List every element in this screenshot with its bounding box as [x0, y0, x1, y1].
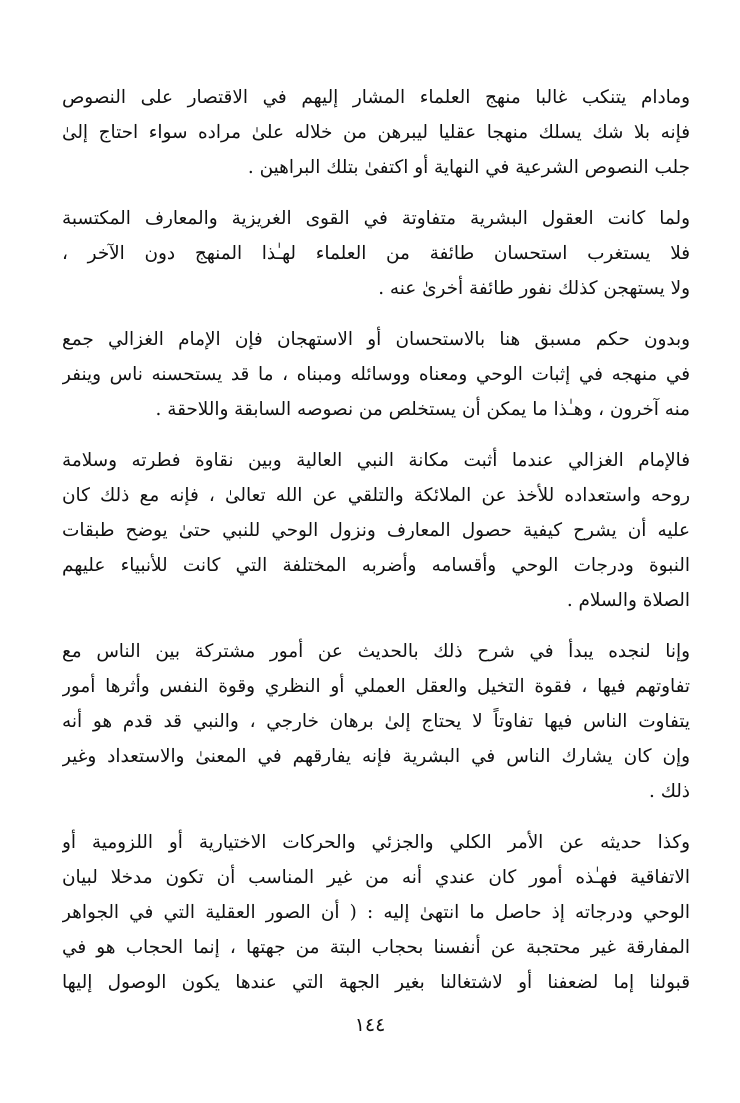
text-line: منه آخرون ، وهـٰذا ما يمكن أن يستخلص من نصوصه السابقة واللاحقة .: [155, 399, 690, 420]
text-line: ولما كانت العقول البشرية متفاوتة في القوى الغريزية والمعارف المكتسبة: [62, 208, 690, 229]
text-line: ولا يستهجن كذلك نفور طائفة أخرىٰ عنه .: [378, 278, 690, 299]
paragraph-2: [62, 201, 690, 306]
text-line: تفاوتهم فيها ، فقوة التخيل والعقل العملي أو النظري وقوة النفس وأثرها أمور: [62, 676, 690, 697]
text-line: فالإمام الغزالي عندما أثبت مكانة النبي العالية وبين نقاوة فطرته وسلامة: [62, 450, 690, 471]
paragraph-3: [62, 322, 690, 427]
text-line: جلب النصوص الشرعية في النهاية أو اكتفىٰ بتلك البراهين .: [247, 157, 690, 178]
text-line: وبدون حكم مسبق هنا بالاستحسان أو الاستهجان فإن الإمام الغزالي جمع: [62, 329, 690, 350]
text-line: روحه واستعداده للأخذ عن الملائكة والتلقي عن الله تعالىٰ ، فإنه مع ذلك كان: [62, 485, 690, 506]
text-line: الصلاة والسلام .: [566, 590, 690, 611]
text-line: الاتفاقية فهـٰذه أمور كان عندي أنه من غير المناسب أن تكون مدخلا لبيان: [62, 867, 690, 888]
text-line: وإن كان يشارك الناس في البشرية فإنه يفارقهم في المعنىٰ والاستعداد وغير: [62, 746, 690, 767]
text-line: وكذا حديثه عن الأمر الكلي والجزئي والحركات الاختيارية أو اللزومية أو: [62, 832, 690, 853]
text-line: الوحي ودرجاته إذ حاصل ما انتهىٰ إليه : ( أن الصور العقلية التي في الجواهر: [62, 902, 690, 923]
text-line: في منهجه في إثبات الوحي ومعناه ووسائله ومبناه ، ما قد يستحسنه ناس وينفر: [62, 364, 690, 385]
text-line: عليه أن يشرح كيفية حصول المعارف ونزول الوحي للنبي حتىٰ يوضح طبقات: [62, 520, 690, 541]
text-line: النبوة ودرجات الوحي وأقسامه وأضربه المختلفة التي كانت للأنبياء عليهم: [62, 555, 690, 576]
paragraph-6: [62, 825, 690, 1000]
text-line: ذلك .: [649, 781, 690, 802]
text-line: ومادام يتنكب غالبا منهج العلماء المشار إليهم في الاقتصار على النصوص: [62, 87, 690, 108]
paragraph-4: [62, 443, 690, 618]
text-line: يتفاوت الناس فيها تفاوتاً لا يحتاج إلىٰ برهان خارجي ، والنبي قد قدم هو أنه: [62, 711, 690, 732]
page-body: [62, 80, 690, 1016]
text-line: المفارقة غير محتجبة عن أنفسنا بحجاب البتة من جهتها ، إنما الحجاب هو في: [62, 937, 690, 958]
text-line: قبولنا إما لضعفنا أو لاشتغالنا بغير الجهة التي عندها يكون الوصول إليها: [62, 972, 690, 993]
page-number: ١٤٤: [354, 1014, 386, 1036]
paragraph-1: [62, 80, 690, 185]
paragraph-5: [62, 634, 690, 809]
text-line: فلا يستغرب استحسان طائفة من العلماء لهـٰذا المنهج دون الآخر ،: [62, 243, 690, 264]
text-line: فإنه بلا شك يسلك منهجا عقليا ليبرهن من خلاله علىٰ مراده سواء احتاج إلىٰ: [62, 122, 690, 143]
text-line: وإنا لنجده يبدأ في شرح ذلك بالحديث عن أمور مشتركة بين الناس مع: [62, 641, 690, 662]
